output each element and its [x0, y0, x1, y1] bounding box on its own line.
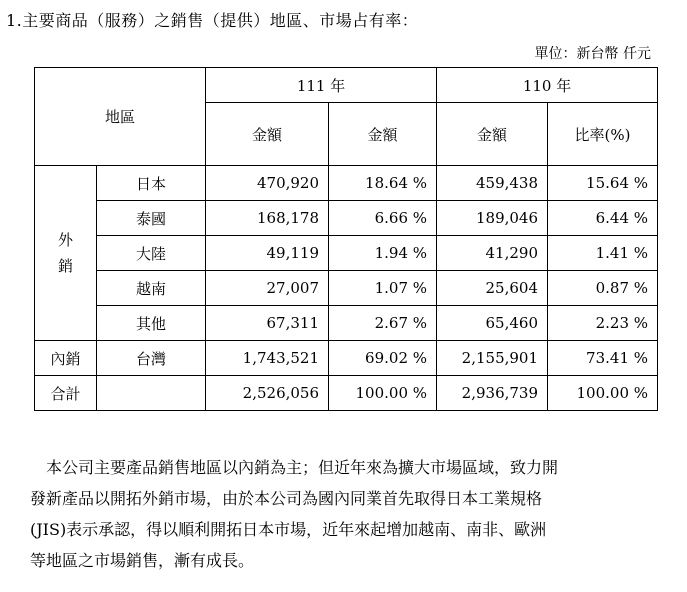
percent-110-cell: 2.23 % [548, 306, 658, 341]
amount-110-cell: 2,155,901 [437, 341, 548, 376]
paragraph-line: 本公司主要產品銷售地區以內銷為主；但近年來為擴大市場區域，致力開 [46, 458, 559, 477]
sales-region-table [34, 67, 658, 411]
export-char-2: 銷 [57, 257, 73, 275]
percent-111-cell: 69.02 % [329, 341, 437, 376]
region-name: 越南 [97, 271, 206, 306]
percent-111-cell: 18.64 % [329, 166, 437, 201]
section-heading: 1.主要商品（服務）之銷售（提供）地區、市場占有率： [6, 11, 419, 30]
total-amount-110: 2,936,739 [437, 376, 548, 411]
amount-111-header: 金額 [206, 103, 329, 166]
unit-note: 單位：新台幣 仟元 [534, 46, 651, 62]
total-row [35, 376, 658, 411]
amount-110-cell: 25,604 [437, 271, 548, 306]
domestic-group-label: 內銷 [35, 341, 97, 376]
table-row [35, 341, 658, 376]
percent-111-cell: 1.07 % [329, 271, 437, 306]
table-row [35, 201, 658, 236]
year-110-header: 110 年 [437, 68, 658, 103]
region-header: 地區 [35, 68, 206, 166]
region-name: 大陸 [97, 236, 206, 271]
region-name: 日本 [97, 166, 206, 201]
percent-110-cell: 15.64 % [548, 166, 658, 201]
percent-110-cell: 1.41 % [548, 236, 658, 271]
amount-110-cell: 189,046 [437, 201, 548, 236]
description-paragraph [30, 452, 658, 576]
percent-110-cell: 73.41 % [548, 341, 658, 376]
percent-111-cell: 2.67 % [329, 306, 437, 341]
total-region-empty [97, 376, 206, 411]
percent-110-cell: 6.44 % [548, 201, 658, 236]
amount-111-cell: 27,007 [206, 271, 329, 306]
amount-110-cell: 459,438 [437, 166, 548, 201]
export-char-1: 外 [57, 231, 73, 249]
export-group-label [35, 166, 97, 341]
amount-111-cell: 67,311 [206, 306, 329, 341]
year-111-header: 111 年 [206, 68, 437, 103]
total-percent-111: 100.00 % [329, 376, 437, 411]
paragraph-line: 發新產品以開拓外銷市場，由於本公司為國內同業首先取得日本工業規格 [30, 489, 543, 508]
ratio-110-header: 比率(%) [548, 103, 658, 166]
total-label: 合計 [35, 376, 97, 411]
amount-111-cell: 49,119 [206, 236, 329, 271]
region-name: 台灣 [97, 341, 206, 376]
table-row [35, 236, 658, 271]
table-row [35, 306, 658, 341]
ratio-111-header: 金額 [329, 103, 437, 166]
amount-110-header: 金額 [437, 103, 548, 166]
amount-111-cell: 168,178 [206, 201, 329, 236]
total-amount-111: 2,526,056 [206, 376, 329, 411]
region-name: 泰國 [97, 201, 206, 236]
paragraph-line: 等地區之市場銷售，漸有成長。 [30, 551, 255, 570]
percent-111-cell: 1.94 % [329, 236, 437, 271]
amount-110-cell: 65,460 [437, 306, 548, 341]
percent-111-cell: 6.66 % [329, 201, 437, 236]
region-name: 其他 [97, 306, 206, 341]
table-row [35, 271, 658, 306]
amount-111-cell: 470,920 [206, 166, 329, 201]
paragraph-line: (JIS)表示承認，得以順利開拓日本市場，近年來起增加越南、南非、歐洲 [30, 520, 547, 539]
amount-111-cell: 1,743,521 [206, 341, 329, 376]
percent-110-cell: 0.87 % [548, 271, 658, 306]
amount-110-cell: 41,290 [437, 236, 548, 271]
table-row [35, 166, 658, 201]
total-percent-110: 100.00 % [548, 376, 658, 411]
